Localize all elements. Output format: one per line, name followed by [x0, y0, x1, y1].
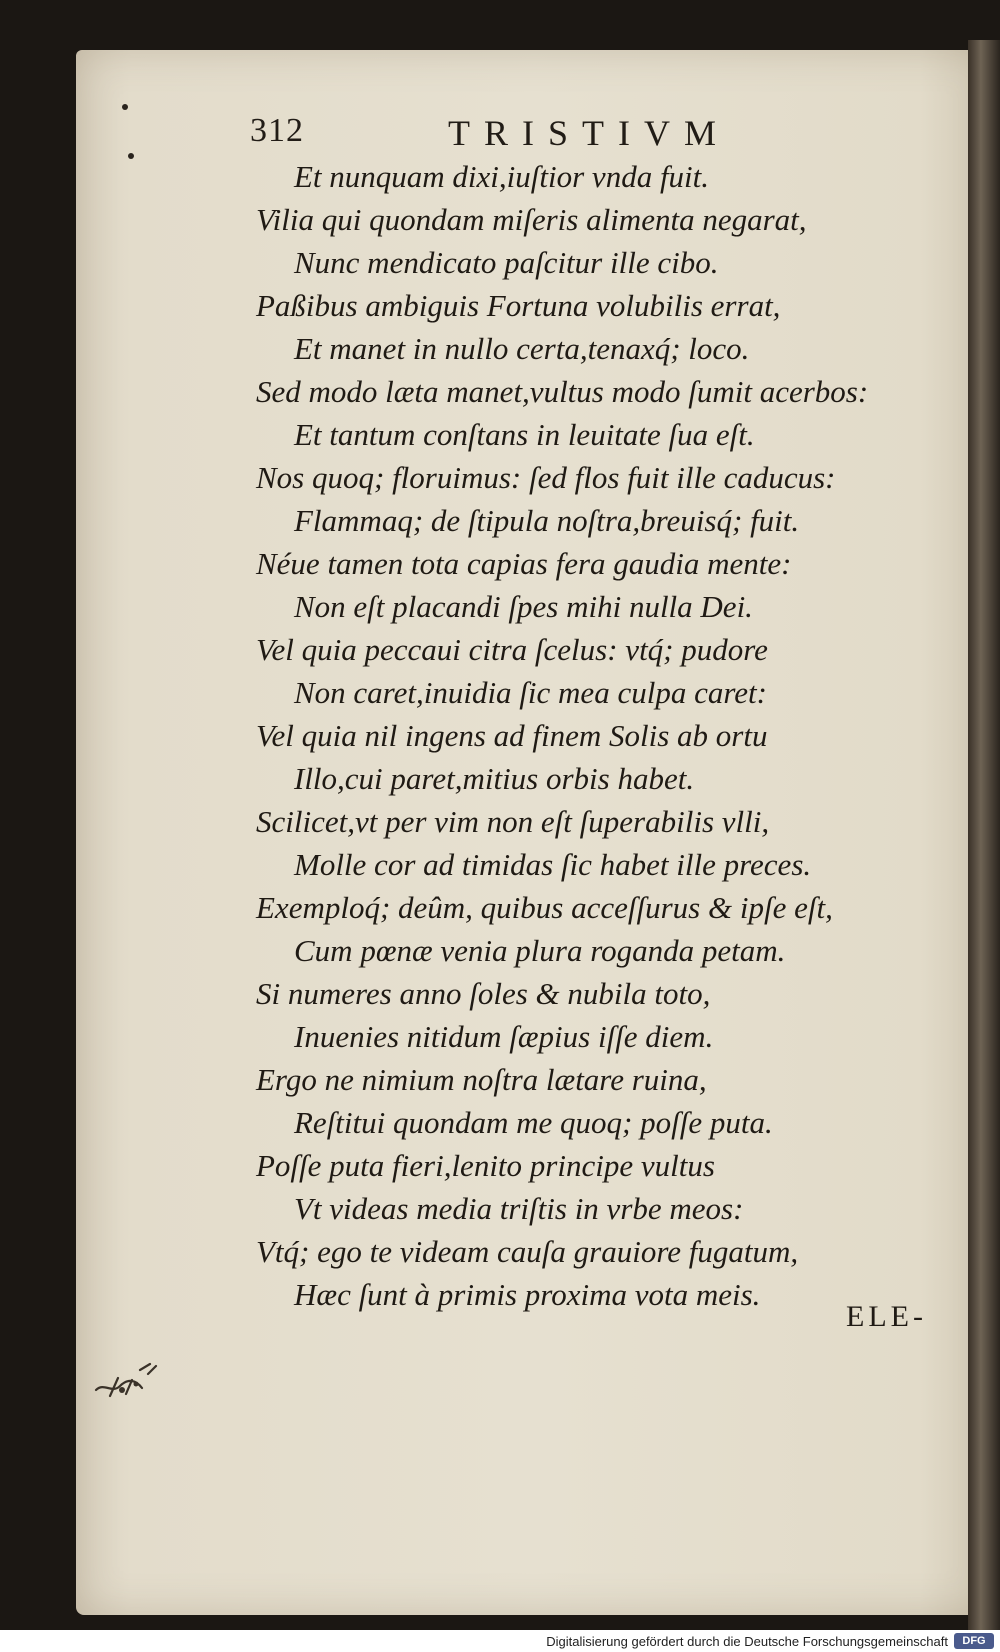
verse-line: Vel quia peccaui citra ſcelus: vtq́; pudore [256, 632, 768, 667]
catchword: ELE- [846, 1300, 927, 1333]
digitization-credit: Digitalisierung gefördert durch die Deutsche Forschungsgemeinschaft [546, 1634, 948, 1649]
verse-line: Vt videas media triſtis in vrbe meos: [294, 1191, 744, 1226]
verse-line: Ergo ne nimium noſtra lætare ruina, [256, 1062, 707, 1097]
verse-line: Scilicet,vt per vim non eſt ſuperabilis vlli, [256, 804, 770, 839]
dfg-logo: DFG [954, 1633, 994, 1649]
ink-smudge-icon [92, 1360, 162, 1402]
running-title: TRISTIVM [448, 113, 730, 153]
verse-line: Sed modo læta manet,vultus modo ſumit acerbos: [256, 374, 869, 409]
verse-line: Non caret,inuidia ſic mea culpa caret: [294, 675, 767, 710]
verse-line: Vtq́; ego te videam cauſa grauiore fugatum, [256, 1234, 799, 1269]
verse-line: Reſtitui quondam me quoq; poſſe puta. [294, 1105, 773, 1140]
verse-line: Cum pœnæ venia plura roganda petam. [294, 933, 786, 968]
verse-line: Poſſe puta fieri,lenito principe vultus [256, 1148, 715, 1183]
verse-line: Et nunquam dixi,iuſtior vnda fuit. [294, 159, 710, 194]
verse-line: Inuenies nitidum ſæpius iſſe diem. [294, 1019, 714, 1054]
verse-line: Et manet in nullo certa,tenaxq́; loco. [294, 331, 750, 366]
verse-line: Vel quia nil ingens ad finem Solis ab ortu [256, 718, 768, 753]
verse-line: Si numeres anno ſoles & nubila toto, [256, 976, 711, 1011]
verse-line: Nos quoq; floruimus: ſed flos fuit ille caducus: [256, 460, 836, 495]
verse-line: Illo,cui paret,mitius orbis habet. [294, 761, 695, 796]
verse-line: Non eſt placandi ſpes mihi nulla Dei. [294, 589, 753, 624]
verse-line: Vilia qui quondam miſeris alimenta negarat, [256, 202, 807, 237]
verse-line: Exemploq́; deûm, quibus acceſſurus & ipſe eſt, [256, 890, 833, 925]
verse-line: Molle cor ad timidas ſic habet ille preces. [294, 847, 812, 882]
verse-line: Et tantum conſtans in leuitate ſua eſt. [294, 417, 755, 452]
verse-line: Flammaq; de ſtipula noſtra,breuisq́; fuit. [294, 503, 800, 538]
verse-line: Nunc mendicato paſcitur ille cibo. [294, 245, 719, 280]
page-number: 312 [250, 112, 304, 149]
verse-line: Hæc ſunt à primis proxima vota meis. [294, 1277, 761, 1312]
verse-line: Néue tamen tota capias fera gaudia mente: [256, 546, 792, 581]
verse-line: Paßibus ambiguis Fortuna volubilis errat, [256, 288, 781, 323]
